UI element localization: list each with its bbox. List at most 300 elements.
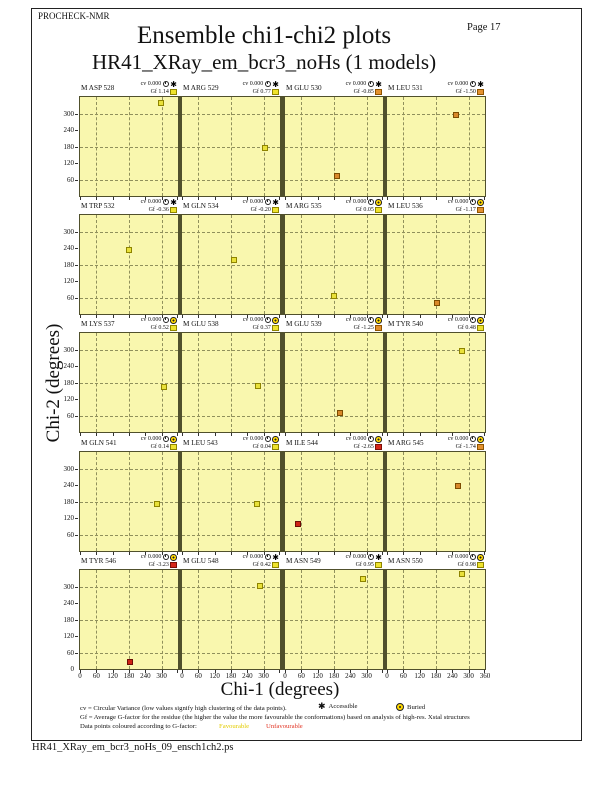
footer-filename: HR41_XRay_em_bcr3_noHs_09_ensch1ch2.ps bbox=[32, 742, 234, 753]
grid-line-vertical bbox=[264, 452, 265, 551]
gf-value-line bbox=[149, 562, 177, 569]
y-tick-mark bbox=[75, 416, 78, 417]
cv-pie-icon bbox=[163, 436, 169, 442]
cv-value: 0.000 bbox=[147, 199, 162, 205]
grid-line-vertical bbox=[367, 452, 368, 551]
x-tick-label: 180 bbox=[328, 672, 340, 680]
chi1-chi2-subplot bbox=[80, 452, 178, 551]
page-number: Page 17 bbox=[467, 22, 501, 33]
cv-pie-icon bbox=[163, 199, 169, 205]
gf-prefix: Gf bbox=[150, 443, 157, 450]
gf-prefix: Gf bbox=[252, 324, 259, 331]
legend-favourable-label: Favourable bbox=[219, 723, 250, 730]
buried-icon bbox=[272, 436, 279, 443]
legend-accessible-label: Accessible bbox=[328, 703, 358, 710]
plot-header bbox=[285, 80, 383, 96]
plot-header bbox=[182, 553, 280, 569]
gf-value: 0.52 bbox=[158, 324, 169, 331]
cv-value-line bbox=[243, 81, 279, 87]
gf-value: 0.04 bbox=[260, 443, 271, 450]
y-tick-mark bbox=[75, 469, 78, 470]
residue-label: M TYR 540 bbox=[388, 320, 424, 328]
x-tick-label: 120 bbox=[107, 672, 118, 680]
y-tick-label: 60 bbox=[67, 648, 74, 657]
residue-label: M LYS 537 bbox=[81, 320, 115, 328]
gf-color-swatch bbox=[272, 325, 279, 332]
gf-prefix: Gf bbox=[252, 561, 259, 568]
gf-color-swatch bbox=[170, 89, 177, 96]
grid-line-horizontal bbox=[387, 502, 485, 503]
chi1-chi2-subplot bbox=[387, 215, 485, 314]
cv-pie-icon bbox=[265, 317, 271, 323]
data-point bbox=[453, 112, 459, 118]
data-point bbox=[161, 384, 167, 390]
accessible-icon: ✱ bbox=[272, 79, 279, 89]
x-tick-label: 120 bbox=[312, 672, 323, 680]
gf-value: -0.20 bbox=[258, 206, 271, 213]
gf-color-swatch bbox=[170, 562, 177, 569]
gf-color-swatch bbox=[477, 325, 484, 332]
cv-pie-icon bbox=[163, 317, 169, 323]
grid-line-horizontal bbox=[80, 147, 178, 148]
grid-line-vertical bbox=[469, 333, 470, 432]
gf-value-line bbox=[456, 89, 484, 96]
gf-prefix: Gf bbox=[150, 88, 157, 95]
cv-prefix: cv bbox=[447, 317, 454, 324]
x-tick-label: 240 bbox=[140, 672, 151, 680]
cv-value-line bbox=[243, 436, 279, 443]
grid-line-vertical bbox=[162, 333, 163, 432]
grid-line-horizontal bbox=[182, 350, 280, 351]
grid-line-horizontal bbox=[80, 350, 178, 351]
legend-buried-label: Buried bbox=[407, 703, 426, 711]
grid-line-horizontal bbox=[285, 147, 383, 148]
cv-prefix: cv bbox=[345, 199, 352, 206]
page-subtitle: HR41_XRay_em_bcr3_noHs (1 models) bbox=[91, 50, 437, 74]
data-point bbox=[360, 576, 366, 582]
y-tick-label: 180 bbox=[63, 260, 74, 269]
x-tick-label: 240 bbox=[345, 672, 356, 680]
gf-color-swatch bbox=[477, 444, 484, 451]
y-tick-mark bbox=[75, 587, 78, 588]
gf-value-line bbox=[151, 89, 177, 96]
gf-value: 0.37 bbox=[260, 324, 271, 331]
plot-header bbox=[387, 435, 485, 451]
x-tick-label: 0 bbox=[180, 672, 184, 680]
y-tick-label: 240 bbox=[63, 481, 74, 489]
y-tick-mark bbox=[75, 147, 78, 148]
gf-value: -1.17 bbox=[463, 206, 476, 213]
chi1-chi2-subplot bbox=[285, 333, 383, 432]
cv-pie-icon bbox=[163, 554, 169, 560]
y-tick-mark bbox=[75, 114, 78, 115]
gf-value-line bbox=[253, 89, 279, 96]
cv-value: 0.000 bbox=[352, 436, 367, 443]
cv-prefix: cv bbox=[242, 554, 249, 560]
grid-line-horizontal bbox=[387, 232, 485, 233]
cv-value-line bbox=[448, 317, 484, 324]
cv-prefix: cv bbox=[140, 199, 147, 205]
y-tick-mark bbox=[75, 281, 78, 282]
buried-icon bbox=[170, 317, 177, 324]
gf-value: -3.23 bbox=[156, 561, 169, 568]
gf-prefix: Gf bbox=[148, 206, 155, 213]
gf-prefix: Gf bbox=[150, 324, 157, 331]
chi1-chi2-subplot bbox=[182, 97, 280, 196]
buried-icon bbox=[375, 199, 382, 206]
data-point bbox=[126, 247, 132, 253]
data-point bbox=[255, 383, 261, 389]
gf-value-line bbox=[456, 207, 484, 214]
cv-prefix: cv bbox=[345, 436, 352, 443]
plot-header bbox=[80, 198, 178, 214]
cv-value: 0.000 bbox=[147, 554, 162, 561]
legend-gf-line: Gf = Average G-factor for the residue (the higher the value the more favourable the conformations) based on analysis of high-res. Xstal structures bbox=[80, 714, 470, 721]
cv-value-line bbox=[448, 199, 484, 206]
cv-pie-icon bbox=[470, 81, 476, 87]
y-tick-label: 180 bbox=[63, 378, 74, 387]
grid-line-vertical bbox=[264, 333, 265, 432]
gf-color-swatch bbox=[170, 325, 177, 332]
gf-value: -1.25 bbox=[361, 324, 374, 331]
grid-line-horizontal bbox=[285, 265, 383, 266]
plot-header bbox=[182, 198, 280, 214]
gf-prefix: Gf bbox=[455, 443, 462, 450]
cv-pie-icon bbox=[368, 81, 374, 87]
gf-color-swatch bbox=[477, 89, 484, 96]
y-tick-label: 300 bbox=[63, 227, 74, 236]
gf-color-swatch bbox=[375, 325, 382, 332]
accessible-icon: ✱ bbox=[477, 79, 484, 89]
gf-value-line bbox=[356, 562, 382, 569]
y-tick-mark bbox=[75, 485, 78, 486]
y-tick-mark bbox=[75, 265, 78, 266]
x-tick-label: 60 bbox=[297, 672, 305, 680]
gf-value: -0.85 bbox=[361, 88, 374, 95]
cv-pie-icon bbox=[470, 317, 476, 323]
x-tick-label: 180 bbox=[225, 672, 237, 680]
y-tick-mark bbox=[75, 535, 78, 536]
plot-header bbox=[387, 198, 485, 214]
cv-value: 0.000 bbox=[454, 554, 469, 561]
data-point bbox=[334, 173, 340, 179]
cv-prefix: cv bbox=[447, 554, 454, 561]
plot-header bbox=[285, 553, 383, 569]
x-tick-label: 120 bbox=[414, 672, 425, 680]
grid-line-vertical bbox=[367, 333, 368, 432]
residue-label: M ASN 550 bbox=[388, 557, 423, 565]
y-tick-label: 240 bbox=[63, 599, 74, 607]
data-point bbox=[254, 501, 260, 507]
gf-value: -1.74 bbox=[463, 443, 476, 450]
x-tick-label: 240 bbox=[447, 672, 458, 680]
cv-value-line bbox=[346, 317, 382, 324]
chi1-chi2-subplot bbox=[182, 333, 280, 432]
data-point bbox=[459, 348, 465, 354]
grid-line-horizontal bbox=[387, 383, 485, 384]
chi1-chi2-subplot bbox=[285, 97, 383, 196]
grid-line-horizontal bbox=[182, 383, 280, 384]
y-tick-mark bbox=[75, 180, 78, 181]
y-axis-label: Chi-2 (degrees) bbox=[43, 323, 64, 443]
cv-value-line bbox=[346, 554, 382, 560]
cv-value: 0.000 bbox=[352, 199, 367, 206]
y-tick-mark bbox=[75, 620, 78, 621]
y-tick-label: 120 bbox=[63, 395, 74, 403]
gf-prefix: Gf bbox=[455, 88, 462, 95]
gf-color-swatch bbox=[375, 562, 382, 569]
cv-value: 0.000 bbox=[454, 199, 469, 206]
cv-prefix: cv bbox=[447, 81, 454, 87]
gf-value: 0.14 bbox=[158, 443, 169, 450]
grid-line-vertical bbox=[162, 215, 163, 314]
gf-prefix: Gf bbox=[353, 88, 360, 95]
grid-line-horizontal bbox=[387, 147, 485, 148]
gf-value-line bbox=[356, 207, 382, 214]
y-tick-mark bbox=[75, 518, 78, 519]
x-tick-label: 240 bbox=[242, 672, 253, 680]
gf-color-swatch bbox=[477, 562, 484, 569]
app-label: PROCHECK-NMR bbox=[38, 11, 110, 21]
y-tick-label: 180 bbox=[63, 615, 74, 624]
gf-value-line bbox=[149, 207, 177, 214]
plot-header bbox=[285, 435, 383, 451]
cv-value-line bbox=[448, 554, 484, 561]
gf-value-line bbox=[458, 562, 484, 569]
residue-label: M ARG 545 bbox=[388, 439, 424, 447]
grid-line-horizontal bbox=[285, 620, 383, 621]
chi1-chi2-subplot bbox=[285, 215, 383, 314]
x-tick-label: 300 bbox=[463, 672, 474, 680]
cv-value: 0.000 bbox=[147, 317, 162, 324]
chi1-chi2-subplot bbox=[80, 97, 178, 196]
cv-value-line bbox=[243, 317, 279, 324]
buried-icon bbox=[477, 199, 484, 206]
data-point bbox=[455, 483, 461, 489]
chi1-chi2-subplot bbox=[387, 333, 485, 432]
buried-icon bbox=[477, 554, 484, 561]
cv-prefix: cv bbox=[345, 81, 352, 87]
x-tick-label: 120 bbox=[209, 672, 220, 680]
cv-pie-icon bbox=[470, 199, 476, 205]
legend-unfavourable-label: Unfavourable bbox=[266, 723, 303, 730]
gf-prefix: Gf bbox=[355, 561, 362, 568]
plot-header bbox=[285, 198, 383, 214]
accessible-icon: ✱ bbox=[375, 552, 382, 562]
cv-value-line bbox=[346, 199, 382, 206]
cv-value: 0.000 bbox=[147, 81, 162, 87]
cv-value-line bbox=[141, 554, 177, 561]
grid-line-vertical bbox=[162, 97, 163, 196]
cv-pie-icon bbox=[163, 81, 169, 87]
y-tick-mark bbox=[75, 399, 78, 400]
y-tick-label: 60 bbox=[67, 175, 74, 184]
cv-value-line bbox=[141, 81, 177, 87]
cv-value: 0.000 bbox=[147, 436, 162, 443]
cv-prefix: cv bbox=[447, 199, 454, 206]
gf-value-line bbox=[251, 207, 279, 214]
x-tick-label: 0 bbox=[283, 672, 287, 680]
residue-label: M LEU 543 bbox=[183, 439, 218, 447]
gf-color-swatch bbox=[272, 562, 279, 569]
cv-pie-icon bbox=[368, 554, 374, 560]
y-tick-mark bbox=[75, 232, 78, 233]
residue-label: M GLU 530 bbox=[286, 84, 322, 92]
chi1-chi2-subplot bbox=[182, 215, 280, 314]
gf-color-swatch bbox=[375, 207, 382, 214]
x-tick-label: 300 bbox=[258, 672, 269, 680]
cv-value-line bbox=[448, 436, 484, 443]
gf-value: -1.50 bbox=[463, 88, 476, 95]
chi1-chi2-subplot bbox=[285, 570, 383, 669]
y-tick-label: 300 bbox=[63, 109, 74, 118]
gf-prefix: Gf bbox=[148, 561, 155, 568]
residue-label: M GLN 541 bbox=[81, 439, 117, 447]
legend-accessible-item bbox=[318, 703, 358, 710]
cv-value: 0.000 bbox=[352, 81, 367, 87]
data-point bbox=[434, 300, 440, 306]
data-point bbox=[337, 410, 343, 416]
gf-value-line bbox=[253, 325, 279, 332]
data-point bbox=[257, 583, 263, 589]
accessible-icon: ✱ bbox=[170, 197, 177, 207]
grid-line-horizontal bbox=[285, 383, 383, 384]
cv-value: 0.000 bbox=[454, 317, 469, 324]
y-tick-label: 240 bbox=[63, 126, 74, 134]
gf-value: 0.42 bbox=[260, 561, 271, 568]
cv-pie-icon bbox=[368, 317, 374, 323]
plot-header bbox=[80, 80, 178, 96]
gf-prefix: Gf bbox=[455, 206, 462, 213]
chi1-chi2-subplot bbox=[80, 570, 178, 669]
cv-prefix: cv bbox=[242, 199, 249, 205]
grid-line-horizontal bbox=[285, 587, 383, 588]
grid-line-horizontal bbox=[387, 620, 485, 621]
gf-prefix: Gf bbox=[355, 206, 362, 213]
grid-line-horizontal bbox=[80, 114, 178, 115]
grid-line-horizontal bbox=[182, 265, 280, 266]
gf-value: 0.05 bbox=[363, 206, 374, 213]
cv-pie-icon bbox=[368, 436, 374, 442]
x-tick-label: 360 bbox=[479, 672, 491, 680]
cv-prefix: cv bbox=[140, 317, 147, 324]
grid-line-horizontal bbox=[80, 265, 178, 266]
cv-prefix: cv bbox=[447, 436, 454, 443]
y-tick-mark bbox=[75, 350, 78, 351]
buried-icon bbox=[396, 703, 404, 711]
buried-icon bbox=[170, 554, 177, 561]
data-point bbox=[154, 501, 160, 507]
y-tick-label: 180 bbox=[63, 497, 74, 506]
buried-icon bbox=[375, 317, 382, 324]
grid-line-horizontal bbox=[285, 502, 383, 503]
data-point bbox=[331, 293, 337, 299]
cv-prefix: cv bbox=[242, 81, 249, 87]
grid-line-vertical bbox=[469, 452, 470, 551]
accessible-icon: ✱ bbox=[170, 79, 177, 89]
grid-line-horizontal bbox=[387, 265, 485, 266]
grid-line-horizontal bbox=[285, 114, 383, 115]
residue-label: M GLU 548 bbox=[183, 557, 219, 565]
gf-color-swatch bbox=[375, 89, 382, 96]
x-tick-label: 300 bbox=[361, 672, 372, 680]
gf-value: -2.65 bbox=[361, 443, 374, 450]
y-tick-mark bbox=[75, 603, 78, 604]
x-axis-label: Chi-1 (degrees) bbox=[220, 679, 340, 700]
grid-line-vertical bbox=[162, 570, 163, 669]
accessible-icon: ✱ bbox=[272, 197, 279, 207]
grid-line-vertical bbox=[367, 97, 368, 196]
gf-value-line bbox=[253, 562, 279, 569]
chi1-chi2-subplot bbox=[182, 570, 280, 669]
y-tick-mark bbox=[75, 248, 78, 249]
grid-line-horizontal bbox=[387, 587, 485, 588]
cv-value-line bbox=[346, 436, 382, 443]
grid-line-vertical bbox=[264, 215, 265, 314]
data-point bbox=[158, 100, 164, 106]
chi1-chi2-subplot bbox=[182, 452, 280, 551]
y-tick-label: 120 bbox=[63, 632, 74, 640]
residue-label: M GLN 534 bbox=[183, 202, 219, 210]
gf-value: 1.14 bbox=[158, 88, 169, 95]
data-point bbox=[262, 145, 268, 151]
cv-value: 0.000 bbox=[249, 436, 264, 443]
grid-line-horizontal bbox=[80, 587, 178, 588]
y-tick-mark bbox=[75, 298, 78, 299]
y-origin-label: 0 bbox=[70, 665, 74, 673]
grid-line-vertical bbox=[162, 452, 163, 551]
data-point bbox=[459, 571, 465, 577]
grid-line-horizontal bbox=[387, 469, 485, 470]
gf-color-swatch bbox=[272, 207, 279, 214]
cv-pie-icon bbox=[470, 436, 476, 442]
buried-icon bbox=[477, 436, 484, 443]
grid-line-vertical bbox=[469, 97, 470, 196]
cv-pie-icon bbox=[265, 81, 271, 87]
chi1-chi2-subplot bbox=[285, 452, 383, 551]
grid-line-vertical bbox=[367, 570, 368, 669]
gf-value-line bbox=[456, 444, 484, 451]
cv-value: 0.000 bbox=[249, 554, 264, 560]
gf-value-line bbox=[151, 325, 177, 332]
y-tick-mark bbox=[75, 383, 78, 384]
x-tick-label: 180 bbox=[123, 672, 135, 680]
grid-line-horizontal bbox=[285, 469, 383, 470]
gf-prefix: Gf bbox=[457, 324, 464, 331]
legend-buried-item bbox=[396, 703, 425, 711]
grid-line-vertical bbox=[264, 570, 265, 669]
grid-line-horizontal bbox=[182, 232, 280, 233]
plot-header bbox=[387, 316, 485, 332]
plot-header bbox=[182, 435, 280, 451]
residue-label: M LEU 531 bbox=[388, 84, 423, 92]
cv-value-line bbox=[448, 81, 484, 87]
gf-prefix: Gf bbox=[353, 324, 360, 331]
accessible-icon: ✱ bbox=[375, 79, 382, 89]
gf-color-swatch bbox=[272, 444, 279, 451]
gf-prefix: Gf bbox=[252, 443, 259, 450]
gf-value: 0.98 bbox=[465, 561, 476, 568]
chi1-chi2-subplot bbox=[387, 452, 485, 551]
plot-header bbox=[80, 553, 178, 569]
accessible-icon: ✱ bbox=[272, 552, 279, 562]
grid-line-horizontal bbox=[80, 469, 178, 470]
gf-color-swatch bbox=[477, 207, 484, 214]
gf-prefix: Gf bbox=[457, 561, 464, 568]
cv-pie-icon bbox=[368, 199, 374, 205]
y-tick-label: 240 bbox=[63, 362, 74, 370]
gf-color-swatch bbox=[170, 207, 177, 214]
